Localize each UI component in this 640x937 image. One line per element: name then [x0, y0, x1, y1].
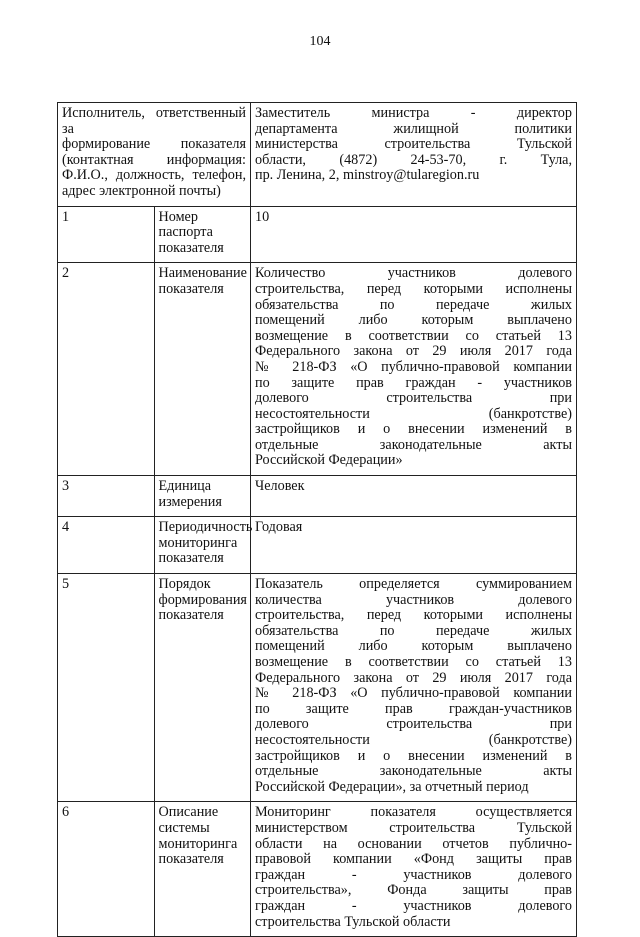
- row-value-line: Российской Федерации», за отчетный период: [255, 778, 529, 795]
- row-label: [58, 103, 251, 207]
- row-label-line: (контактная информация:: [62, 151, 246, 168]
- table-row: [58, 802, 577, 937]
- row-label-line: адрес электронной почты): [62, 182, 221, 199]
- row-value-line: Годовая: [255, 519, 303, 536]
- row-label-line: формирование показателя: [62, 136, 246, 153]
- table-row: [58, 206, 577, 263]
- row-value-line: возмещение в соответствии со статьей 13: [255, 327, 572, 344]
- row-value-line: отдельные законодательные акты: [255, 763, 572, 780]
- row-value-line: пр. Ленина, 2, minstroy@tularegion.ru: [255, 167, 480, 184]
- row-value-line: по защите прав граждан-участников: [255, 700, 572, 717]
- row-value-line: обязательства по передаче жилых: [255, 622, 572, 639]
- row-value-line: строительства, перед которыми исполнены: [255, 607, 572, 624]
- row-value: [251, 103, 577, 207]
- row-label: [154, 476, 251, 517]
- row-value: [251, 476, 577, 517]
- row-value-line: строительства, перед которыми исполнены: [255, 280, 572, 297]
- row-value-line: правовой компании «Фонд защиты прав: [255, 851, 572, 868]
- row-label: [154, 263, 251, 476]
- row-value: [251, 802, 577, 937]
- row-value-line: помещений либо которым выплачено: [255, 638, 572, 655]
- row-label: [154, 206, 251, 263]
- row-value-line: обязательства по передаче жилых: [255, 296, 572, 313]
- table-row: [58, 103, 577, 207]
- row-value-line: Федерального закона от 29 июля 2017 года: [255, 343, 572, 360]
- row-value-line: министерства строительства Тульской: [255, 136, 572, 153]
- row-label-line: Порядок формирования: [158, 576, 247, 608]
- row-value-line: по защите прав граждан - участников: [255, 374, 572, 391]
- row-label-line: Периодичность: [158, 519, 253, 536]
- row-number: 2: [58, 263, 155, 476]
- row-value-line: несостоятельности (банкротстве): [255, 405, 572, 422]
- row-value-line: отдельные законодательные акты: [255, 436, 572, 453]
- row-label: [154, 574, 251, 802]
- row-value-line: строительства», Фонда защиты прав: [255, 882, 572, 899]
- row-number: 4: [58, 517, 155, 574]
- row-number: 5: [58, 574, 155, 802]
- row-value-line: граждан - участников долевого: [255, 866, 572, 883]
- row-label-line: Ф.И.О., должность, телефон,: [62, 167, 246, 184]
- row-label-line: Описание системы: [158, 804, 219, 836]
- row-value-line: области на основании отчетов публично-: [255, 835, 572, 852]
- row-value-line: Количество участников долевого: [255, 265, 572, 282]
- row-value-line: области, (4872) 24-53-70, г. Тула,: [255, 151, 572, 168]
- row-value-line: количества участников долевого: [255, 591, 572, 608]
- row-value-line: Мониторинг показателя осуществляется: [255, 804, 572, 821]
- row-value-line: долевого строительства при: [255, 390, 572, 407]
- row-label-line: Наименование показателя: [158, 265, 247, 297]
- row-number: 3: [58, 476, 155, 517]
- row-value-line: № 218-ФЗ «О публично-правовой компании: [255, 685, 572, 702]
- row-value-line: возмещение в соответствии со статьей 13: [255, 654, 572, 670]
- row-value-line: застройщиков и о внесении изменений в: [255, 747, 572, 764]
- row-value-line: 10: [255, 208, 270, 225]
- table-row: [58, 263, 577, 476]
- table-row: [58, 574, 577, 802]
- row-number: 1: [58, 206, 155, 263]
- row-value: [251, 263, 577, 476]
- row-number: 6: [58, 802, 155, 937]
- row-label-line: мониторинга показателя: [158, 835, 238, 868]
- table-row: [58, 517, 577, 574]
- row-value-line: долевого строительства при: [255, 716, 572, 733]
- table-row: [58, 476, 577, 517]
- row-value-line: министерством строительства Тульской: [255, 819, 572, 836]
- row-value-line: № 218-ФЗ «О публично-правовой компании: [255, 358, 572, 375]
- row-value-line: Федерального закона от 29 июля 2017 года: [255, 669, 572, 686]
- row-value: [251, 574, 577, 802]
- row-value: [251, 517, 577, 574]
- indicator-passport-table: [57, 102, 577, 937]
- row-value-line: несостоятельности (банкротстве): [255, 731, 572, 748]
- row-label-line: Исполнитель, ответственный за: [62, 105, 246, 137]
- row-label: [154, 517, 251, 574]
- row-value-line: департамента жилищной политики: [255, 120, 572, 137]
- row-value-line: Человек: [255, 478, 305, 495]
- row-label: [154, 802, 251, 937]
- row-value-line: Российской Федерации»: [255, 452, 403, 469]
- row-label-line: мониторинга показателя: [158, 534, 238, 567]
- row-value-line: Заместитель министра - директор: [255, 105, 572, 121]
- row-value: [251, 206, 577, 263]
- row-label-line: Номер паспорта показателя: [158, 208, 224, 256]
- row-label-line: показателя: [158, 607, 224, 624]
- row-value-line: граждан - участников долевого: [255, 897, 572, 914]
- row-value-line: строительства Тульской области: [255, 913, 451, 930]
- row-value-line: застройщиков и о внесении изменений в: [255, 421, 572, 438]
- row-value-line: помещений либо которым выплачено: [255, 312, 572, 329]
- page-number: 104: [309, 34, 331, 49]
- row-label-line: Единица измерения: [158, 478, 222, 510]
- row-value-line: Показатель определяется суммированием: [255, 576, 572, 593]
